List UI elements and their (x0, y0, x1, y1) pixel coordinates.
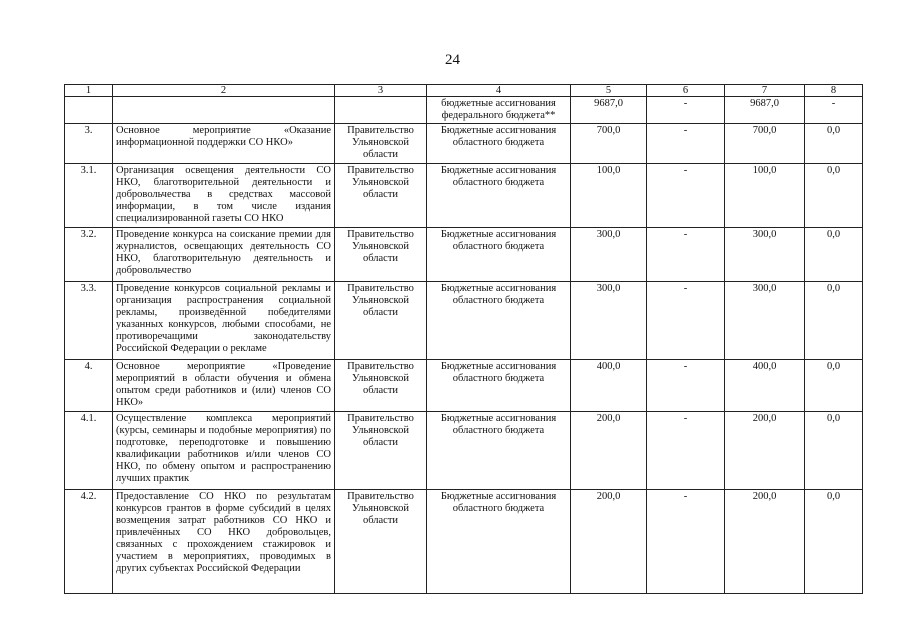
total-amount: 200,0 (571, 412, 647, 490)
executor: Правительство Ульяновской области (335, 228, 427, 282)
column-header: 8 (805, 85, 863, 97)
funding-source: Бюджетные ассигнования областного бюджета (427, 490, 571, 594)
table-row (65, 412, 863, 490)
executor: Правительство Ульяновской области (335, 490, 427, 594)
col7-value: 400,0 (725, 360, 805, 412)
col8-value: 0,0 (805, 490, 863, 594)
total-amount: 9687,0 (571, 97, 647, 124)
executor (335, 97, 427, 124)
col7-value: 700,0 (725, 124, 805, 164)
column-header: 1 (65, 85, 113, 97)
funding-source: Бюджетные ассигнования областного бюджета (427, 164, 571, 228)
col7-value: 9687,0 (725, 97, 805, 124)
table-row (65, 97, 863, 124)
col6-value: - (647, 124, 725, 164)
column-header: 5 (571, 85, 647, 97)
col8-value: 0,0 (805, 124, 863, 164)
column-header: 7 (725, 85, 805, 97)
funding-source: Бюджетные ассигнования областного бюджета (427, 124, 571, 164)
row-number: 4.2. (65, 490, 113, 594)
table-row (65, 228, 863, 282)
funding-source: бюджетные ассигнования федерального бюджета** (427, 97, 571, 124)
col8-value: 0,0 (805, 412, 863, 490)
total-amount: 700,0 (571, 124, 647, 164)
col6-value: - (647, 164, 725, 228)
col7-value: 200,0 (725, 412, 805, 490)
activity-name: Проведение конкурса на соискание премии для журналистов, освещающих деятельность СО НКО, благотворительную деятельность и добровольчество (113, 228, 335, 282)
row-number: 3.2. (65, 228, 113, 282)
col6-value: - (647, 412, 725, 490)
col6-value: - (647, 490, 725, 594)
total-amount: 100,0 (571, 164, 647, 228)
executor: Правительство Ульяновской области (335, 282, 427, 360)
col6-value: - (647, 282, 725, 360)
funding-source: Бюджетные ассигнования областного бюджета (427, 228, 571, 282)
col8-value: - (805, 97, 863, 124)
row-number: 3.3. (65, 282, 113, 360)
total-amount: 300,0 (571, 228, 647, 282)
row-number: 3.1. (65, 164, 113, 228)
executor: Правительство Ульяновской области (335, 164, 427, 228)
col8-value: 0,0 (805, 282, 863, 360)
total-amount: 200,0 (571, 490, 647, 594)
col6-value: - (647, 360, 725, 412)
budget-table (64, 84, 863, 594)
activity-name: Основное мероприятие «Оказание информационной поддержки СО НКО» (113, 124, 335, 164)
activity-name (113, 97, 335, 124)
page-number: 24 (445, 52, 460, 68)
executor: Правительство Ульяновской области (335, 412, 427, 490)
row-number: 4. (65, 360, 113, 412)
table-row (65, 124, 863, 164)
col7-value: 300,0 (725, 228, 805, 282)
table-row (65, 360, 863, 412)
activity-name: Организация освещения деятельности СО НКО, благотворительной деятельности и добровольчества в средствах массовой информации, в том числе издания специализированной газеты СО НКО (113, 164, 335, 228)
column-header: 4 (427, 85, 571, 97)
column-header: 6 (647, 85, 725, 97)
activity-name: Предоставление СО НКО по результатам конкурсов грантов в форме субсидий в целях возмещения затрат работников СО НКО и привлечённых СО НКО добровольцев, связанных с прохождением стажировок и участием в мероприятиях, проводимых в других субъектах Российской Федерации (113, 490, 335, 594)
activity-name: Проведение конкурсов социальной рекламы и организация распространения социальной рекламы, произведённой победителями указанных конкурсов, любыми способами, не противоречащими законодательству Российской Федерации о рекламе (113, 282, 335, 360)
executor: Правительство Ульяновской области (335, 124, 427, 164)
activity-name: Осуществление комплекса мероприятий (курсы, семинары и подобные мероприятия) по подготовке, переподготовке и повышению квалификации работников и/или членов СО НКО, по обмену опытом и распространению лучших практик (113, 412, 335, 490)
table-row (65, 282, 863, 360)
row-number: 4.1. (65, 412, 113, 490)
row-number: 3. (65, 124, 113, 164)
header-row (65, 85, 863, 97)
funding-source: Бюджетные ассигнования областного бюджета (427, 360, 571, 412)
col8-value: 0,0 (805, 360, 863, 412)
activity-name: Основное мероприятие «Проведение мероприятий в области обучения и обмена опытом среди работников и (или) членов СО НКО» (113, 360, 335, 412)
col7-value: 100,0 (725, 164, 805, 228)
column-header: 3 (335, 85, 427, 97)
column-header: 2 (113, 85, 335, 97)
col8-value: 0,0 (805, 228, 863, 282)
col6-value: - (647, 228, 725, 282)
executor: Правительство Ульяновской области (335, 360, 427, 412)
table-row (65, 164, 863, 228)
funding-source: Бюджетные ассигнования областного бюджета (427, 412, 571, 490)
col6-value: - (647, 97, 725, 124)
total-amount: 300,0 (571, 282, 647, 360)
funding-source: Бюджетные ассигнования областного бюджета (427, 282, 571, 360)
total-amount: 400,0 (571, 360, 647, 412)
col7-value: 200,0 (725, 490, 805, 594)
col8-value: 0,0 (805, 164, 863, 228)
row-number (65, 97, 113, 124)
table-row (65, 490, 863, 594)
col7-value: 300,0 (725, 282, 805, 360)
